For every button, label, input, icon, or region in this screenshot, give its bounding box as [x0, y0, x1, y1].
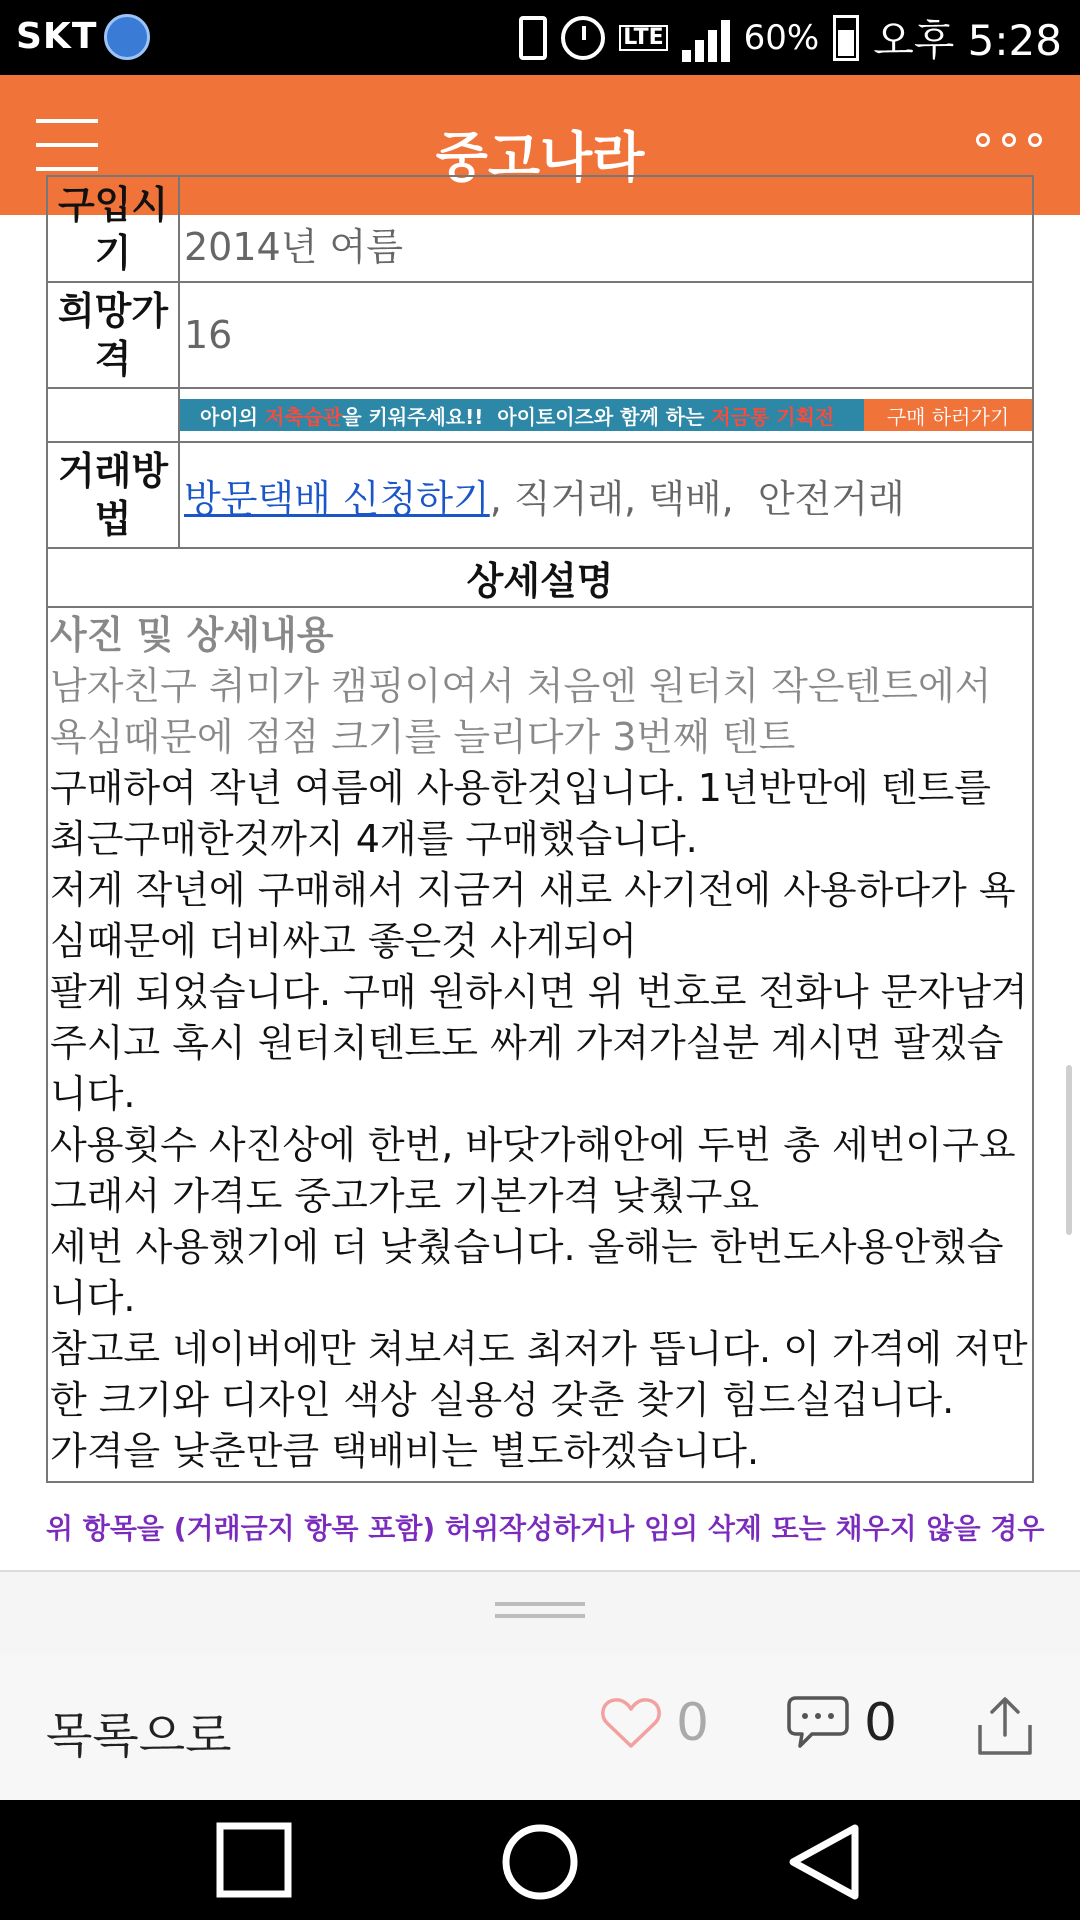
trade-method-rest: , 직거래, 택배, 안전거래 [489, 476, 905, 521]
description-body [47, 607, 1033, 1482]
clock: 오후 5:28 [873, 16, 1062, 65]
like-count: 0 [676, 1693, 710, 1753]
notice-text: 위 항목을 (거래금지 항목 포함) 허위작성하거나 임의 삭제 또는 채우지 않을 경우 [46, 1512, 1045, 1545]
share-arrow-icon [976, 1695, 1034, 1757]
back-to-list-button[interactable]: 목록으로 [46, 1708, 232, 1764]
status-icons [519, 8, 1062, 68]
signal-icon [682, 14, 730, 62]
trade-method-label: 거래방법 [47, 442, 179, 548]
description-line: 구매하여 작년 여름에 사용한것입니다. 1년반만에 텐트를 최근구매한것까지 4개를 구매했습니다. [50, 766, 991, 861]
description-line: 사용횟수 사진상에 한번, 바닷가해안에 두번 총 세번이구요 그래서 가격도 중고가로 기본가격 낮췄구요 [50, 1123, 1016, 1218]
description-line: 세번 사용했기에 더 낮췄습니다. 올해는 한번도사용안했습니다. [50, 1225, 1004, 1320]
square-icon [185, 1800, 325, 1920]
price-value: 16 [179, 282, 1033, 388]
page-title: 중고나라 [435, 126, 645, 189]
description-title: 사진 및 상세내용 [50, 613, 334, 657]
comment-count: 0 [864, 1693, 898, 1753]
description-intro: 남자친구 취미가 캠핑이여서 처음엔 원터치 작은텐트에서 욕심때문에 점점 크기를 늘리다가 3번째 텐트 [50, 664, 992, 759]
recent-apps-button[interactable] [185, 1800, 325, 1920]
table-row [47, 442, 1033, 548]
triangle-back-icon [755, 1800, 895, 1920]
lte-icon: LTE [619, 25, 667, 51]
scrollbar[interactable] [1066, 1065, 1072, 1235]
empty-cell [47, 388, 179, 442]
like-button[interactable] [600, 1693, 709, 1753]
system-nav-bar [0, 1800, 1080, 1920]
visit-delivery-link[interactable]: 방문택배 신청하기 [184, 476, 490, 521]
table-row [47, 176, 1033, 282]
drag-handle-area[interactable] [0, 1570, 1080, 1657]
table-row [47, 607, 1033, 1482]
back-button[interactable] [755, 1800, 895, 1920]
banner-text-4: 저금통 기획전 [711, 404, 835, 429]
banner-text-2: 저축습관 [264, 404, 343, 429]
article-content[interactable] [0, 183, 1080, 1570]
banner-cell [179, 388, 1033, 442]
drag-handle-icon[interactable] [495, 1602, 585, 1626]
description-line: 팔게 되었습니다. 구매 원하시면 위 번호로 전화나 문자남겨주시고 혹시 원터치텐트도 싸게 가져가실분 계시면 팔겠습니다. [50, 970, 1028, 1116]
banner-text-3: 을 키워주세요!! 아이토이즈와 함께 하는 [342, 404, 712, 429]
circle-icon [470, 1800, 610, 1920]
purchase-date-label [47, 176, 179, 282]
price-label: 희망가격 [47, 282, 179, 388]
description-line: 참고로 네이버에만 쳐보셔도 최저가 뜹니다. 이 가격에 저만한 크기와 디자인 색상 실용성 갖춘 찾기 힘드실겁니다. [50, 1327, 1028, 1422]
purchase-date-label-top: 구입시 [57, 183, 169, 227]
banner-text-1: 아이의 [200, 404, 265, 429]
post-detail-table [46, 175, 1034, 1483]
purchase-date-label-bottom: 기 [94, 231, 132, 275]
more-dots-icon[interactable] [976, 133, 1042, 147]
description-line: 저게 작년에 구매해서 지금거 새로 사기전에 사용하다가 욕심때문에 더비싸고 좋은것 사게되어 [50, 868, 1016, 963]
share-icon[interactable] [976, 1695, 1034, 1761]
status-bar [0, 0, 1080, 75]
globe-icon [104, 14, 150, 60]
home-button[interactable] [470, 1800, 610, 1920]
heart-icon [600, 1696, 662, 1750]
carrier-label: SKT [16, 16, 98, 57]
bottom-toolbar [0, 1655, 1080, 1800]
comment-button[interactable] [786, 1693, 897, 1753]
alarm-icon [561, 16, 605, 60]
trade-method-value [179, 442, 1033, 548]
description-line: 가격을 낮춘만큼 택배비는 별도하겠습니다. [50, 1429, 760, 1473]
description-header: 상세설명 [47, 548, 1033, 607]
vibrate-icon [519, 16, 547, 60]
speech-bubble-icon [786, 1694, 850, 1752]
banner-buy-button[interactable]: 구매 하러가기 [864, 399, 1032, 431]
table-row [47, 388, 1033, 442]
purchase-date-text: 2014년 여름 [184, 224, 403, 269]
table-row [47, 548, 1033, 607]
battery-icon [833, 15, 859, 61]
battery-percent: 60% [743, 18, 820, 58]
ad-banner[interactable] [180, 399, 1032, 431]
purchase-date-value [179, 176, 1033, 282]
table-row [47, 282, 1033, 388]
